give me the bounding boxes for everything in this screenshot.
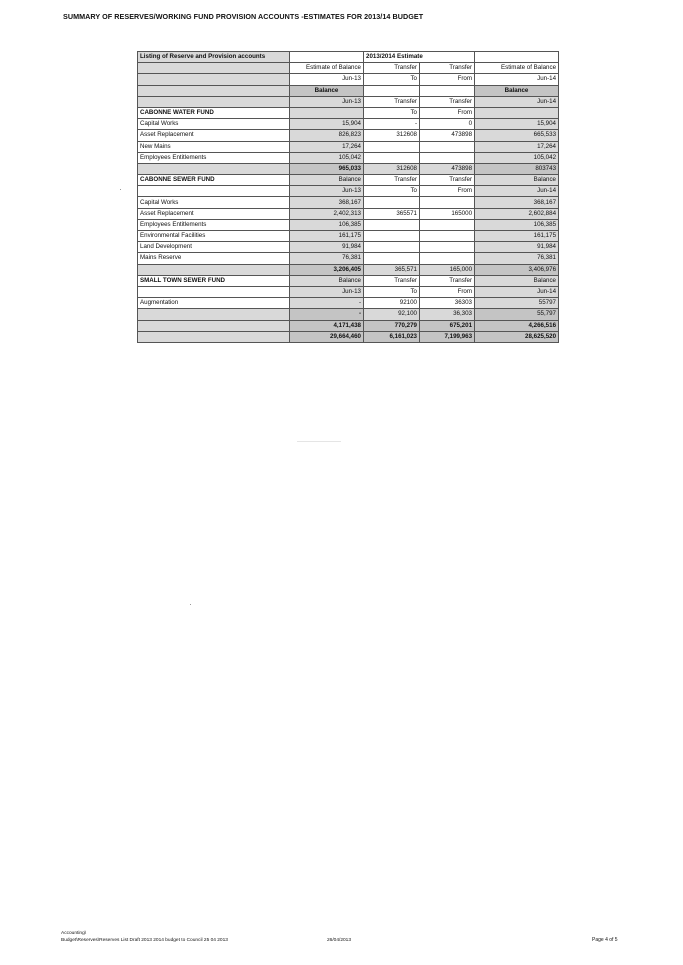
table-row (138, 208, 559, 219)
account-name: Augmentation (138, 298, 290, 309)
to-label: To (364, 286, 420, 297)
header-row-2 (138, 63, 559, 74)
transfer-from: 165000 (420, 208, 475, 219)
transfer-to (364, 231, 420, 242)
balance-jun14: 76,381 (475, 253, 559, 264)
balance-jun13: 826,823 (290, 130, 364, 141)
account-name: Employees Entitlements (138, 219, 290, 230)
footer-path-line-1: Accounting\ (61, 931, 87, 936)
footer-file-path (61, 931, 228, 944)
small_town-fund-header (138, 275, 559, 286)
table-row (138, 130, 559, 141)
balance-jun13: 17,264 (290, 141, 364, 152)
account-name: Capital Works (138, 119, 290, 130)
reserves-table (137, 51, 559, 343)
jun14-header: Jun-14 (475, 74, 559, 85)
table-row (138, 152, 559, 163)
total-transfer-from: 473898 (420, 163, 475, 174)
est-balance-14-header: Estimate of Balance (475, 63, 559, 74)
balance-jun13: 91,984 (290, 242, 364, 253)
from-header: From (420, 74, 475, 85)
balance-jun14: 2,602,884 (475, 208, 559, 219)
empty-cell (138, 320, 290, 331)
total-balance-jun13: 3,206,405 (290, 264, 364, 275)
transfer-to-label: Transfer (364, 275, 420, 286)
header-empty-cell (138, 74, 290, 85)
balance-jun13: 76,381 (290, 253, 364, 264)
transfer-from: 36303 (420, 298, 475, 309)
grand-balance-jun13: 4,171,438 (290, 320, 364, 331)
total-balance-jun13: - (290, 309, 364, 320)
account-name: Asset Replacement (138, 208, 290, 219)
header-empty-cell (420, 85, 475, 96)
table-row (138, 298, 559, 309)
to-label: To (364, 186, 420, 197)
balance-14-label: Balance (475, 175, 559, 186)
table-row (138, 119, 559, 130)
header-row-1 (138, 52, 559, 63)
transfer-to-header: Transfer (364, 63, 420, 74)
grand-balance-jun13: 29,664,460 (290, 331, 364, 342)
jun14-label: Jun-14 (475, 186, 559, 197)
balance-jun13: 368,167 (290, 197, 364, 208)
from-label: From (420, 286, 475, 297)
transfer-to (364, 141, 420, 152)
scan-mark (297, 441, 341, 442)
balance-jun14: 15,904 (475, 119, 559, 130)
small_town-subheader (138, 286, 559, 297)
grand-transfer-from: 675,201 (420, 320, 475, 331)
empty-cell (138, 331, 290, 342)
footer-path-line-2: Budget\Reserves\Reserves List Draft 2013 2014 budget to Council 25 04 2013 (61, 937, 228, 943)
grand-balance-jun14: 28,625,520 (475, 331, 559, 342)
grand-total-row (138, 320, 559, 331)
footer-page-number: Page 4 of 5 (592, 937, 618, 943)
transfer-to: 365571 (364, 208, 420, 219)
balance-jun13: 15,904 (290, 119, 364, 130)
balance-jun14: 368,167 (475, 197, 559, 208)
total-transfer-from: 165,000 (420, 264, 475, 275)
empty-cell (138, 186, 290, 197)
header-empty-cell (475, 52, 559, 63)
transfer-to (364, 197, 420, 208)
account-name: Environmental Facilities (138, 231, 290, 242)
transfer-from (420, 242, 475, 253)
balance-jun13: - (290, 298, 364, 309)
total-balance-jun14: 803743 (475, 163, 559, 174)
account-name: New Mains (138, 141, 290, 152)
balance-label: Balance (290, 275, 364, 286)
total-transfer-to: 365,571 (364, 264, 420, 275)
transfer-to-label: Transfer (364, 175, 420, 186)
table-row (138, 242, 559, 253)
scan-speck (190, 604, 191, 605)
transfer-to (364, 242, 420, 253)
water-fund-name: CABONNE WATER FUND (138, 107, 290, 118)
table-row (138, 231, 559, 242)
small_town-total-row (138, 309, 559, 320)
jun14-label: Jun-14 (475, 96, 559, 107)
balance-jun13: 161,175 (290, 231, 364, 242)
transfer-from (420, 141, 475, 152)
empty-cell (138, 96, 290, 107)
estimate-year-header: 2013/2014 Estimate (364, 52, 475, 63)
account-name: Mains Reserve (138, 253, 290, 264)
transfer-to (364, 219, 420, 230)
total-balance-jun14: 3,406,976 (475, 264, 559, 275)
footer-date: 26/04/2013 (327, 938, 352, 943)
account-name: Employees Entitlements (138, 152, 290, 163)
balance-jun14: 161,175 (475, 231, 559, 242)
total-transfer-to: 92,100 (364, 309, 420, 320)
table-row (138, 253, 559, 264)
grand-transfer-to: 770,279 (364, 320, 420, 331)
balance-header: Balance (290, 85, 364, 96)
account-name: Land Development (138, 242, 290, 253)
water-subheader-1 (138, 96, 559, 107)
transfer-from (420, 219, 475, 230)
balance-jun13: 2,402,313 (290, 208, 364, 219)
to-header: To (364, 74, 420, 85)
empty-cell (138, 264, 290, 275)
table-row (138, 219, 559, 230)
header-row-3 (138, 74, 559, 85)
header-row-4 (138, 85, 559, 96)
grand-total-row (138, 331, 559, 342)
listing-header: Listing of Reserve and Provision accounts (138, 52, 290, 63)
to-label: To (364, 107, 420, 118)
jun14-label: Jun-14 (475, 286, 559, 297)
balance-jun14: 91,984 (475, 242, 559, 253)
empty-cell (290, 107, 364, 118)
account-name: Capital Works (138, 197, 290, 208)
empty-cell (138, 286, 290, 297)
table-row (138, 141, 559, 152)
header-empty-cell (364, 85, 420, 96)
sewer-total-row (138, 264, 559, 275)
empty-cell (475, 107, 559, 118)
balance-jun14: 105,042 (475, 152, 559, 163)
transfer-to (364, 253, 420, 264)
header-empty-cell (138, 63, 290, 74)
grand-transfer-to: 6,161,023 (364, 331, 420, 342)
est-balance-header: Estimate of Balance (290, 63, 364, 74)
scan-speck (120, 189, 121, 190)
transfer-from: 0 (420, 119, 475, 130)
header-empty-cell (290, 52, 364, 63)
balance-14-header: Balance (475, 85, 559, 96)
balance-jun14: 106,385 (475, 219, 559, 230)
balance-14-label: Balance (475, 275, 559, 286)
total-transfer-from: 36,303 (420, 309, 475, 320)
transfer-from-label: Transfer (420, 275, 475, 286)
sewer-fund-header (138, 175, 559, 186)
from-label: From (420, 107, 475, 118)
balance-label: Balance (290, 175, 364, 186)
transfer-from-header: Transfer (420, 63, 475, 74)
balance-jun14: 17,264 (475, 141, 559, 152)
page-title: SUMMARY OF RESERVES/WORKING FUND PROVISION ACCOUNTS -ESTIMATES FOR 2013/14 BUDGET (63, 12, 424, 21)
small_town-fund-name: SMALL TOWN SEWER FUND (138, 275, 290, 286)
balance-jun14: 55797 (475, 298, 559, 309)
from-label: From (420, 186, 475, 197)
sewer-subheader (138, 186, 559, 197)
grand-balance-jun14: 4,266,516 (475, 320, 559, 331)
transfer-from (420, 197, 475, 208)
water-total-row (138, 163, 559, 174)
transfer-from: 473898 (420, 130, 475, 141)
balance-jun13: 105,042 (290, 152, 364, 163)
transfer-from (420, 253, 475, 264)
jun13-label: Jun-13 (290, 286, 364, 297)
balance-jun14: 665,533 (475, 130, 559, 141)
account-name: Asset Replacement (138, 130, 290, 141)
jun13-label: Jun-13 (290, 186, 364, 197)
transfer-to: - (364, 119, 420, 130)
jun13-label: Jun-13 (290, 96, 364, 107)
total-balance-jun13: 965,033 (290, 163, 364, 174)
jun13-header: Jun-13 (290, 74, 364, 85)
transfer-from (420, 152, 475, 163)
transfer-from (420, 231, 475, 242)
empty-cell (138, 163, 290, 174)
transfer-to-label: Transfer (364, 96, 420, 107)
water-fund-header (138, 107, 559, 118)
table-row (138, 197, 559, 208)
total-transfer-to: 312608 (364, 163, 420, 174)
transfer-from-label: Transfer (420, 96, 475, 107)
total-balance-jun14: 55,797 (475, 309, 559, 320)
grand-transfer-from: 7,199,963 (420, 331, 475, 342)
transfer-to: 92100 (364, 298, 420, 309)
transfer-to: 312608 (364, 130, 420, 141)
header-empty-cell (138, 85, 290, 96)
sewer-fund-name: CABONNE SEWER FUND (138, 175, 290, 186)
transfer-from-label: Transfer (420, 175, 475, 186)
transfer-to (364, 152, 420, 163)
balance-jun13: 106,385 (290, 219, 364, 230)
empty-cell (138, 309, 290, 320)
